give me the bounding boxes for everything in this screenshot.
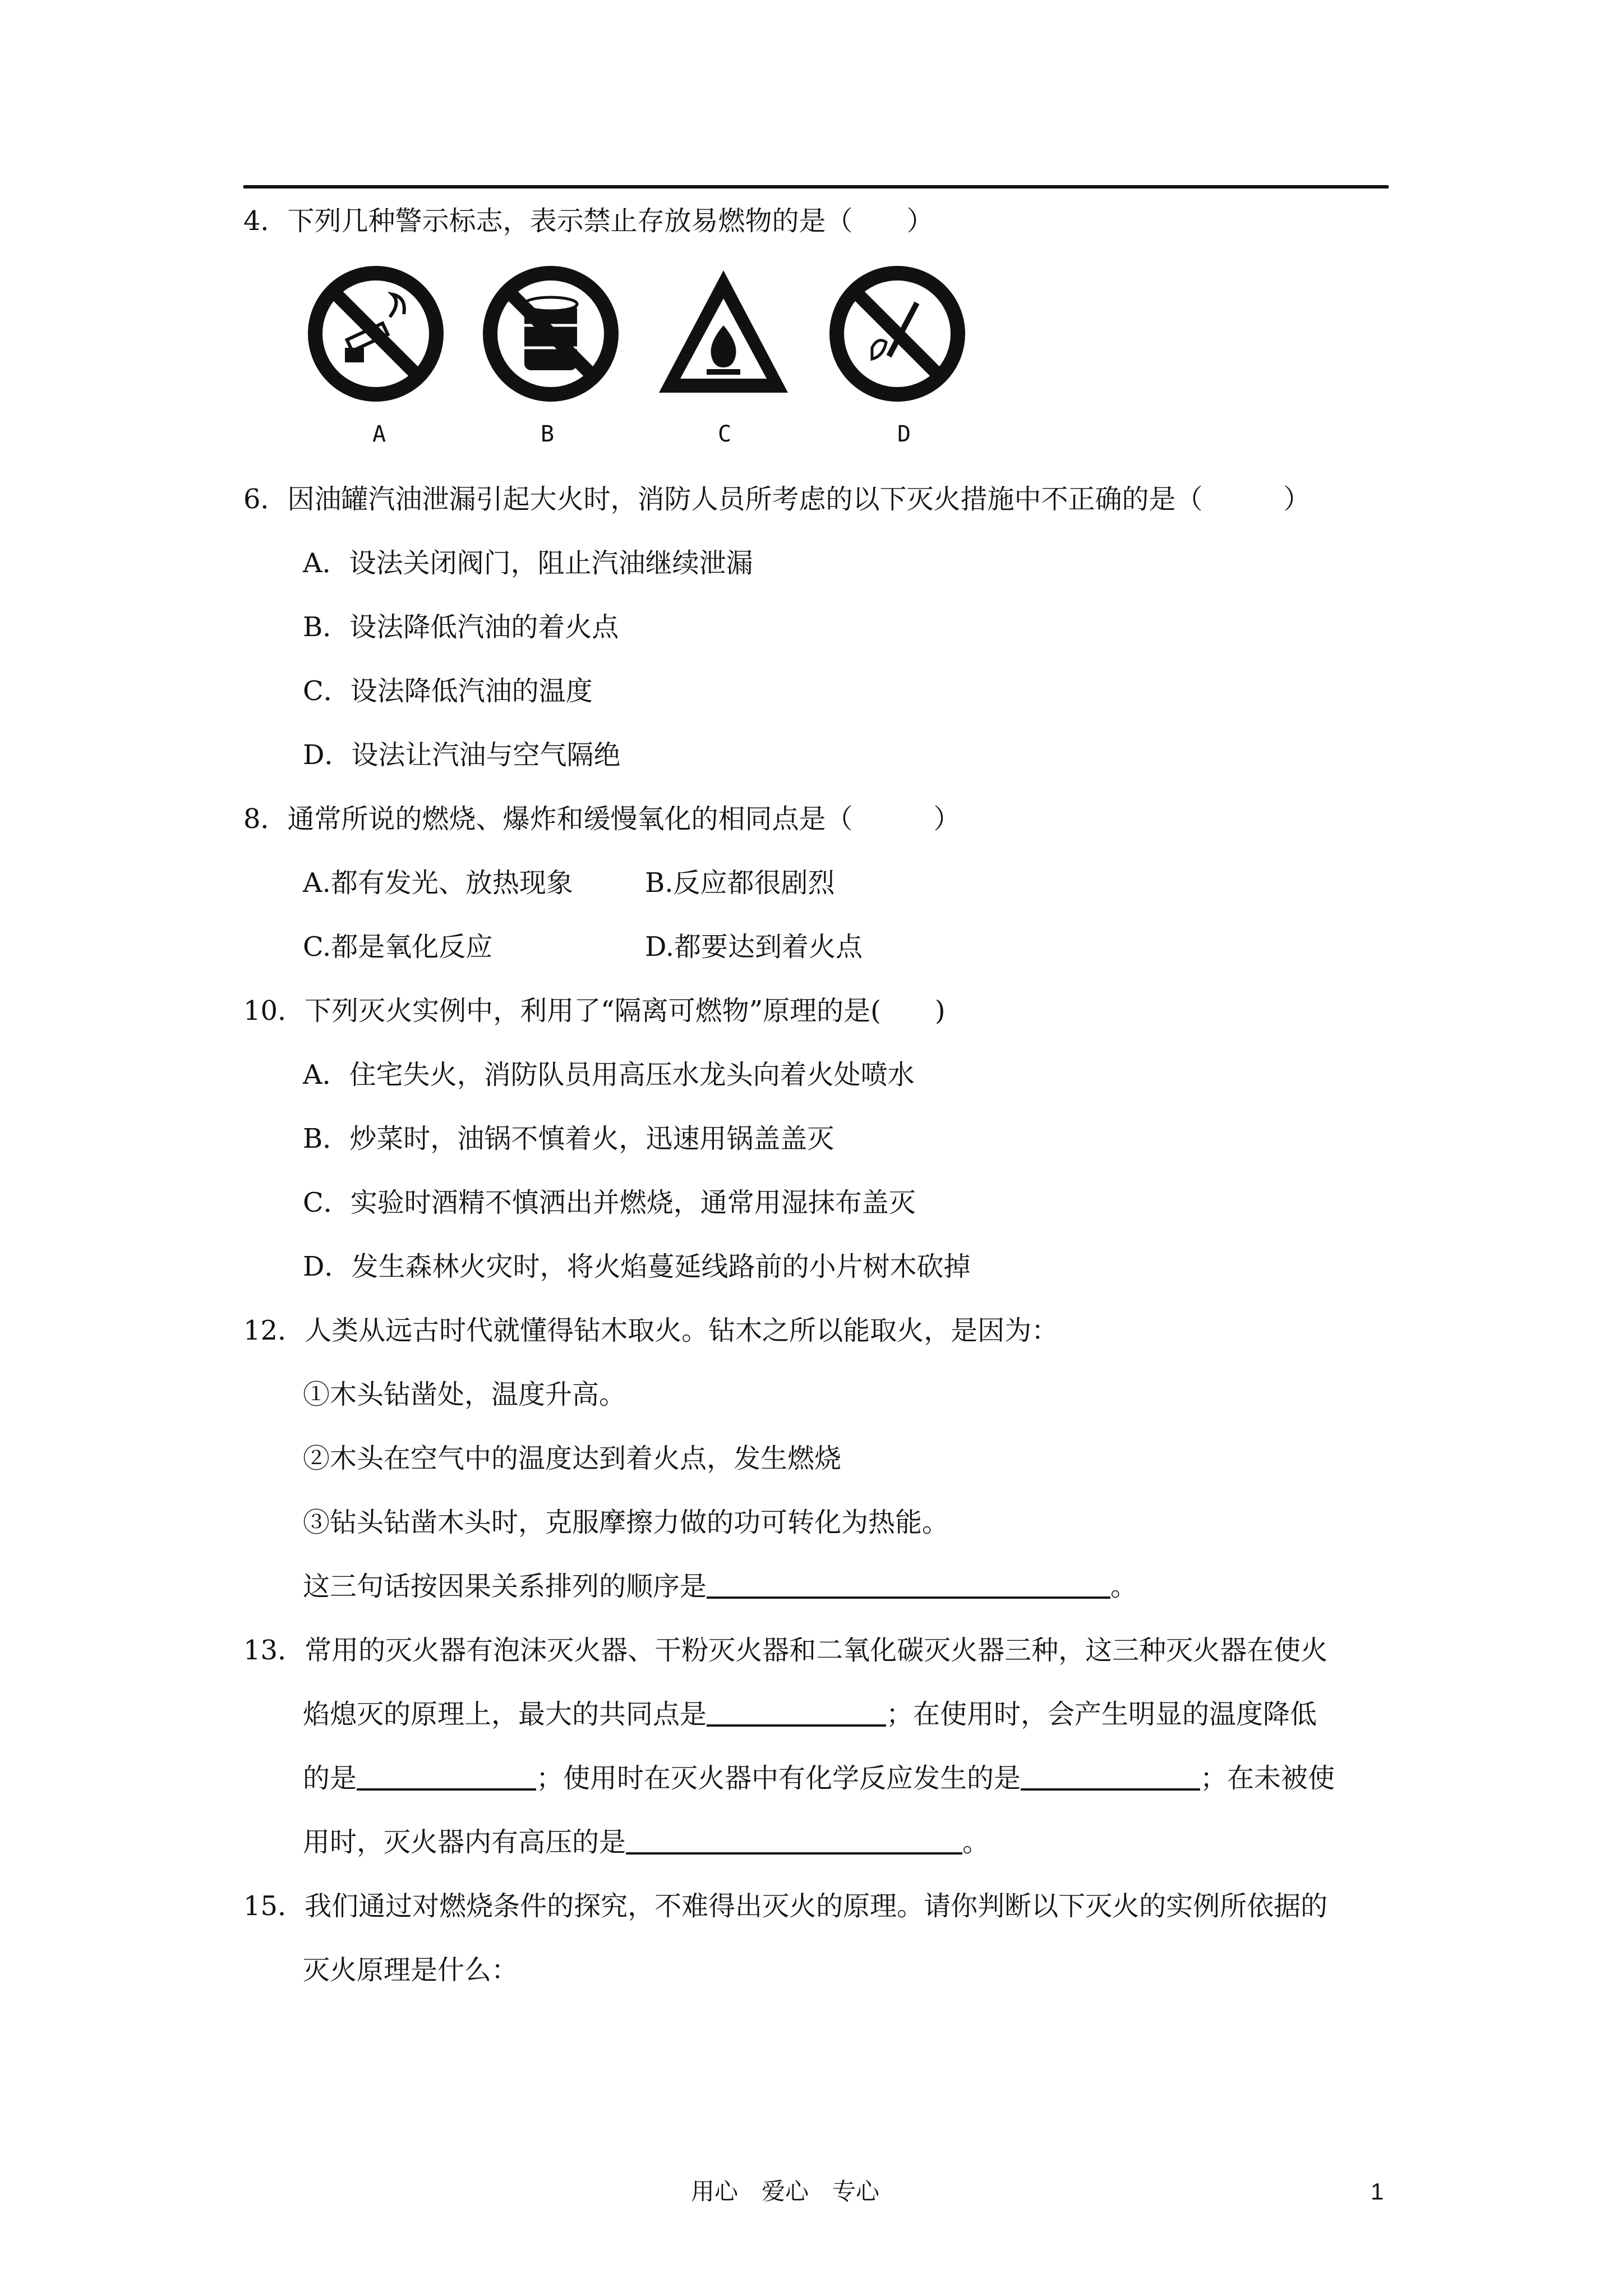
question-8-option-b: B.反应都很剧烈 xyxy=(645,867,835,899)
question-13-line-4-a: 用时，灭火器内有高压的是 xyxy=(303,1826,626,1858)
question-15-line-1: 15．我们通过对燃烧条件的探究，不难得出灭火的原理。请你判断以下灭火的实例所依据的 xyxy=(243,1890,1328,1922)
question-8-stem: 8．通常所说的燃烧、爆炸和缓慢氧化的相同点是（ ） xyxy=(243,803,961,835)
question-13-line-1: 13．常用的灭火器有泡沫灭火器、干粉灭火器和二氧化碳灭火器三种，这三种灭火器在使火 xyxy=(243,1635,1328,1666)
question-12-prompt: 这三句话按因果关系排列的顺序是 xyxy=(303,1571,707,1602)
question-12-item-1: ①木头钻凿处，温度升高。 xyxy=(303,1379,626,1410)
header-rule xyxy=(243,185,1389,188)
question-12-end: 。 xyxy=(1110,1571,1138,1602)
question-10-option-b: B．炒菜时，油锅不慎着火，迅速用锅盖盖灭 xyxy=(303,1123,834,1154)
question-10-stem: 10．下列灭火实例中，利用了“隔离可燃物”原理的是( ) xyxy=(243,995,946,1027)
warning-signs xyxy=(306,264,979,404)
question-10-option-d: D．发生森林火灾时，将火焰蔓延线路前的小片树木砍掉 xyxy=(303,1251,971,1282)
question-13-line-2-b: ；在使用时，会产生明显的温度降低 xyxy=(886,1699,1317,1730)
answer-blank-q13-1[interactable] xyxy=(707,1697,886,1727)
question-13-line-2-a: 焰熄灭的原理上，最大的共同点是 xyxy=(303,1699,707,1730)
question-6-option-b: B．设法降低汽油的着火点 xyxy=(303,611,619,643)
question-10-option-a: A．住宅失火，消防队员用高压水龙头向着火处喷水 xyxy=(303,1059,915,1091)
no-flammable-storage-sign-icon xyxy=(481,264,621,404)
question-13-line-3 xyxy=(303,1761,1335,1795)
sign-label-a: A xyxy=(372,421,386,447)
question-6-option-d: D．设法让汽油与空气隔绝 xyxy=(303,739,621,771)
answer-blank-q13-2[interactable] xyxy=(357,1761,536,1791)
question-8-option-d: D.都要达到着火点 xyxy=(645,931,863,963)
question-12-item-2: ②木头在空气中的温度达到着火点，发生燃烧 xyxy=(303,1443,842,1474)
no-smoking-sign-icon xyxy=(306,264,446,404)
sign-label-d: D xyxy=(897,421,911,447)
flammable-warning-sign-icon xyxy=(653,264,794,404)
question-13-line-3-b: ；使用时在灭火器中有化学反应发生的是 xyxy=(536,1763,1021,1794)
sign-label-c: C xyxy=(718,421,732,447)
no-open-flame-sign-icon xyxy=(827,264,967,404)
question-13-line-3-a: 的是 xyxy=(303,1763,357,1794)
answer-blank-q12[interactable] xyxy=(707,1570,1110,1599)
question-12-stem: 12．人类从远古时代就懂得钻木取火。钻木之所以能取火，是因为： xyxy=(243,1315,1059,1346)
question-15-line-2: 灭火原理是什么： xyxy=(303,1954,519,1986)
question-13-line-4-b: 。 xyxy=(962,1826,990,1858)
question-13-line-4 xyxy=(303,1825,989,1859)
sign-label-b: B xyxy=(541,421,555,447)
question-13-line-2 xyxy=(303,1697,1317,1731)
question-4-stem: 4．下列几种警示标志，表示禁止存放易燃物的是（ ） xyxy=(243,205,934,237)
question-8-option-c: C.都是氧化反应 xyxy=(303,931,493,963)
question-12-item-3: ③钻头钻凿木头时，克服摩擦力做的功可转化为热能。 xyxy=(303,1507,949,1538)
question-6-stem: 6．因油罐汽油泄漏引起大火时，消防人员所考虑的以下灭火措施中不正确的是（ ） xyxy=(243,484,1311,515)
question-12-answer-line xyxy=(303,1570,1137,1603)
answer-blank-q13-4[interactable] xyxy=(626,1825,962,1855)
question-13-line-3-c: ；在未被使 xyxy=(1200,1763,1335,1794)
question-6-option-c: C．设法降低汽油的温度 xyxy=(303,675,593,707)
footer-motto: 用心 爱心 专心 xyxy=(691,2178,880,2205)
question-6-option-a: A．设法关闭阀门，阻止汽油继续泄漏 xyxy=(303,547,753,579)
question-8-option-a: A.都有发光、放热现象 xyxy=(303,867,573,899)
question-10-option-c: C．实验时酒精不慎洒出并燃烧，通常用湿抹布盖灭 xyxy=(303,1187,916,1218)
answer-blank-q13-3[interactable] xyxy=(1021,1761,1200,1791)
page-number: 1 xyxy=(1371,2178,1384,2205)
